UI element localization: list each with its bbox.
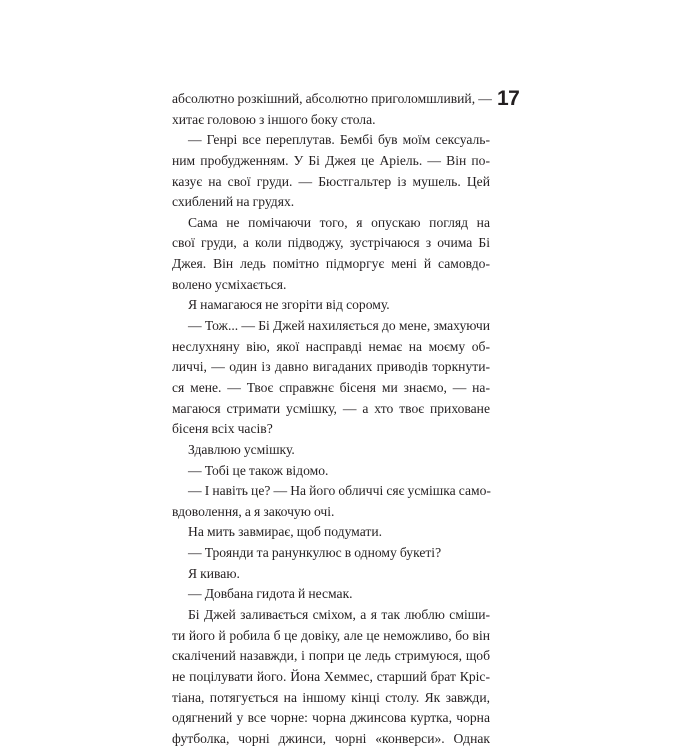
text-line: Сама не помічаючи того, я опускаю погляд на xyxy=(188,214,490,230)
text-line: На мить завмирає, щоб подумати. xyxy=(188,524,382,540)
text-line: личчі, — один із давно вигаданих приводів торкнути- xyxy=(172,359,490,375)
text-line: — І навіть це? — На його обличчі сяє усмішка само- xyxy=(188,483,491,499)
text-line: тіана, потягується на іншому кінці столу. Як завжди, xyxy=(172,689,490,705)
text-line: футболка, чорні джинси, чорні «конверси». Однак xyxy=(172,730,490,746)
text-line: одягнений у все чорне: чорна джинсова куртка, чорна xyxy=(172,710,490,726)
text-line: — Довбана гидота й несмак. xyxy=(188,586,353,602)
text-line: — Троянди та ранункулюс в одному букеті? xyxy=(188,545,442,561)
text-line: не поцілувати його. Йона Хеммес, старший брат Кріс- xyxy=(172,668,490,684)
text-line: волено усміхається. xyxy=(172,276,287,292)
text-line: Я намагаюся не згоріти від сорому. xyxy=(188,297,390,313)
text-line: ти його й робила б це довіку, але це неможливо, бо він xyxy=(172,627,490,643)
text-line: вдоволення, а я закочую очі. xyxy=(172,503,335,519)
text-line: свої груди, а коли підводжу, зустрічаюся з очима Бі xyxy=(172,235,490,251)
body-text xyxy=(172,89,490,750)
text-line: Джея. Він ледь помітно підморгує мені й самовдо- xyxy=(172,256,490,272)
text-line: скалічений назавжди, і попри це ледь стримуюся, щоб xyxy=(172,648,490,664)
text-line: — Генрі все переплутав. Бембі був моїм сексуаль- xyxy=(188,132,490,148)
text-line: ся мене. — Твоє справжнє бісеня ми знаємо, — на- xyxy=(172,379,490,395)
text-line: магаюся стримати усмішку, — а хто твоє приховане xyxy=(172,400,490,416)
page-number: 17 xyxy=(497,87,520,110)
text-line: Бі Джей заливається сміхом, а я так люблю сміши- xyxy=(188,607,490,623)
text-line: ним пробудженням. У Бі Джея це Аріель. — Він по- xyxy=(172,152,490,168)
text-line: казує на свої груди. — Бюстгальтер із мушель. Цей xyxy=(172,173,490,189)
text-line: Здавлюю усмішку. xyxy=(188,441,295,457)
text-line: — Тож... — Бі Джей нахиляється до мене, змахуючи xyxy=(188,318,490,334)
text-line: абсолютно розкішний, абсолютно приголомшливий, — xyxy=(172,91,492,106)
text-line: схиблений на грудях. xyxy=(172,194,295,210)
text-line: бісеня всіх часів? xyxy=(172,421,273,437)
text-line: — Тобі це також відомо. xyxy=(188,462,329,478)
text-line: хитає головою з іншого боку стола. xyxy=(172,111,376,127)
text-line: Я киваю. xyxy=(188,565,240,581)
text-line: неслухняну вію, якої насправді немає на моєму об- xyxy=(172,338,490,354)
